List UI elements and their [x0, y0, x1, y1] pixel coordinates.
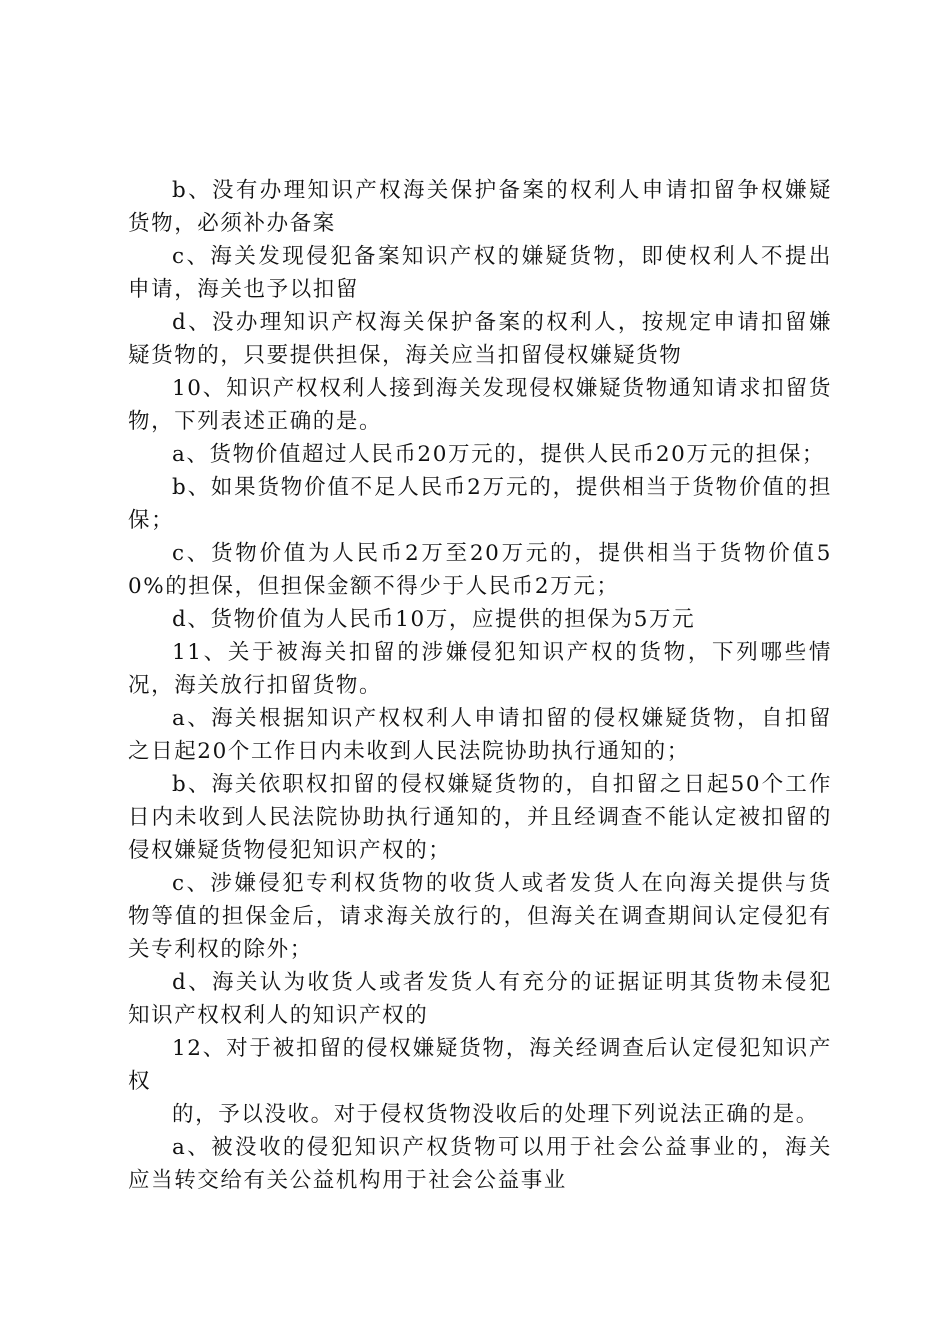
paragraph-11a: a、海关根据知识产权权利人申请扣留的侵权嫌疑货物，自扣留之日起20个工作日内未收到人民法院协助执行通知的； — [128, 706, 832, 764]
paragraph-11c: c、涉嫌侵犯专利权货物的收货人或者发货人在向海关提供与货物等值的担保金后，请求海关放行的，但海关在调查期间认定侵犯有关专利权的除外； — [128, 871, 832, 962]
paragraph-9c: c、海关发现侵犯备案知识产权的嫌疑货物，即使权利人不提出申请，海关也予以扣留 — [128, 244, 832, 302]
paragraph-11d: d、海关认为收货人或者发货人有充分的证据证明其货物未侵犯知识产权权利人的知识产权的 — [128, 970, 832, 1028]
paragraph-10a: a、货物价值超过人民币20万元的，提供人民币20万元的担保； — [172, 442, 826, 467]
paragraph-9d: d、没办理知识产权海关保护备案的权利人，按规定申请扣留嫌疑货物的，只要提供担保，海关应当扣留侵权嫌疑货物 — [128, 310, 832, 368]
question-11: 11、关于被海关扣留的涉嫌侵犯知识产权的货物，下列哪些情况，海关放行扣留货物。 — [128, 640, 832, 698]
paragraph-11b: b、海关依职权扣留的侵权嫌疑货物的，自扣留之日起50个工作日内未收到人民法院协助执行通知的，并且经调查不能认定被扣留的侵权嫌疑货物侵犯知识产权的； — [128, 772, 832, 863]
question-10: 10、知识产权权利人接到海关发现侵权嫌疑货物通知请求扣留货物，下列表述正确的是。 — [128, 376, 832, 434]
question-12-continued: 的，予以没收。对于侵权货物没收后的处理下列说法正确的是。 — [172, 1102, 819, 1127]
paragraph-9b: b、没有办理知识产权海关保护备案的权利人申请扣留争权嫌疑货物，必须补办备案 — [128, 178, 832, 236]
paragraph-10d: d、货物价值为人民币10万，应提供的担保为5万元 — [172, 607, 696, 632]
question-12: 12、对于被扣留的侵权嫌疑货物，海关经调查后认定侵犯知识产权 — [128, 1036, 832, 1094]
document-body — [128, 174, 832, 1197]
paragraph-10c: c、货物价值为人民币2万至20万元的，提供相当于货物价值50%的担保，但担保金额不得少于人民币2万元； — [128, 541, 832, 599]
paragraph-10b: b、如果货物价值不足人民币2万元的，提供相当于货物价值的担保； — [128, 475, 832, 533]
paragraph-12a: a、被没收的侵犯知识产权货物可以用于社会公益事业的，海关应当转交给有关公益机构用于社会公益事业 — [128, 1135, 832, 1193]
